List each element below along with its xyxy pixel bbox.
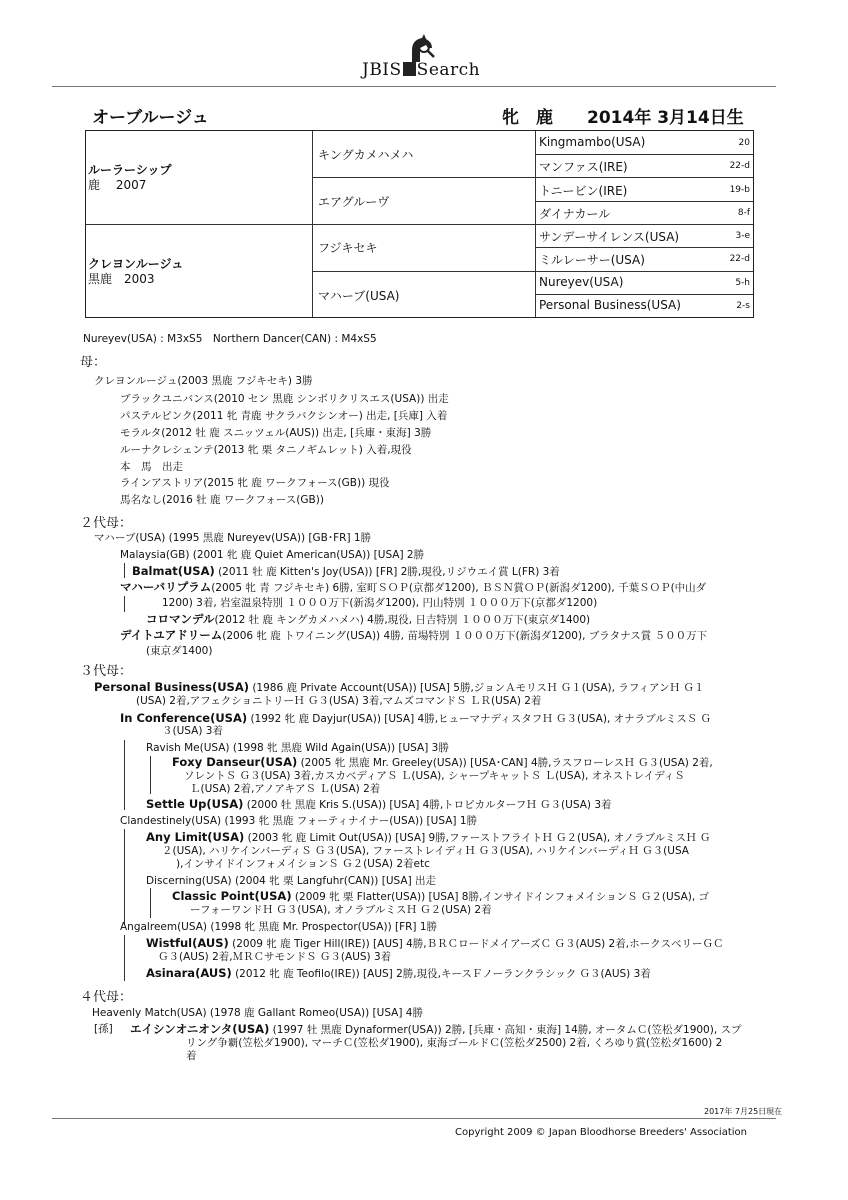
line-bracket xyxy=(124,829,125,924)
logo-text-left: JBIS xyxy=(362,60,402,80)
record-cont: リング争覇(笠松ダ1900), マーチＣ(笠松ダ1900), 東海ゴールドＣ(笠松ダ2500) 2着, くろゆり賞(笠松ダ1600) 2 xyxy=(186,1037,723,1049)
gen3-ancestor: サンデーサイレンス(USA) xyxy=(539,230,680,244)
gen2-ancestor: エアグルーヴ xyxy=(318,195,390,209)
gen3-ancestor: Nureyev(USA) xyxy=(539,275,624,289)
pedigree-table xyxy=(85,130,754,318)
foal-record: ルーナクレシェンテ(2013 牝 栗 タニノギムレット) 入着,現役 xyxy=(120,444,412,456)
line-bracket xyxy=(150,756,151,794)
family-record: In Conference(USA) (1992 牝 鹿 Dayjur(USA)) [USA] 4勝,ヒューマナディスタフＨ Ｇ３(USA), オナラブルミスＳ Ｇ xyxy=(120,711,712,725)
foal-record: 本 馬 出走 xyxy=(120,461,183,473)
section-heading-dam: 母： xyxy=(80,355,107,370)
gen3-ancestor: Personal Business(USA) xyxy=(539,298,681,312)
sire-name: ルーラーシップ xyxy=(88,163,172,177)
line-bracket xyxy=(124,935,125,981)
gen2-ancestor: マハーブ(USA) xyxy=(318,289,400,303)
gen2-ancestor: フジキセキ xyxy=(318,241,378,255)
footer-divider xyxy=(52,1118,776,1119)
record-cont: 着 xyxy=(186,1050,197,1062)
foal-record: モラルタ(2012 牡 鹿 スニッツェル(AUS)) 出走, [兵庫・東海] 3勝 xyxy=(120,427,432,439)
gen3-ancestor: マンファス(IRE) xyxy=(539,160,628,174)
line-bracket xyxy=(150,888,151,918)
gen3-ancestor: Kingmambo(USA) xyxy=(539,135,646,149)
dam-name: クレヨンルージュ xyxy=(88,257,184,271)
foal-record: ブラックユニバンス(2010 セン 黒鹿 シンボリクリスエス(USA)) 出走 xyxy=(120,393,449,405)
record-cont: ２(USA), ハリケインバーディＳ Ｇ３(USA), ファーストレイディＨ Ｇ３(USA), ハリケインバーディＨ Ｇ３(USA xyxy=(162,845,689,857)
family-record: デイトユアドリーム(2006 牝 鹿 トワイニング(USA)) 4勝, 苗場特別 １０００万下(新潟ダ1200), ブラタナス賞 ５００万下 xyxy=(120,628,708,642)
record-cont: Ｇ３(AUS) 2着,ＭＲＣサモンドＳ Ｇ３(AUS) 3着 xyxy=(158,951,392,963)
dam-record: クレヨンルージュ(2003 黒鹿 フジキセキ) 3勝 xyxy=(94,375,313,387)
family-record: Foxy Danseur(USA) (2005 牝 黒鹿 Mr. Greeley(USA)) [USA･CAN] 4勝,ラスフローレスＨ Ｇ３(USA) 2着, xyxy=(172,755,713,769)
family-record: Balmat(USA) (2011 牡 鹿 Kitten's Joy(USA)) [FR] 2勝,現役,リジウエイ賞 L(FR) 3着 xyxy=(132,564,560,578)
family-record: Asinara(AUS) (2012 牝 鹿 Teofilo(IRE)) [AUS] 2勝,現役,キースＦノーランクラシック Ｇ３(AUS) 3着 xyxy=(146,966,651,980)
line-bracket xyxy=(124,596,125,612)
gen3-ancestor: ダイナカール xyxy=(539,207,611,221)
horse-info: 牝 鹿 2014年 3月14日生 xyxy=(502,108,744,128)
dam-info: 黒鹿 2003 xyxy=(88,272,155,286)
gen3-ancestor: ミルレーサー(USA) xyxy=(539,253,645,267)
foal-record: パステルピンク(2011 牝 青鹿 サクラバクシンオー) 出走, [兵庫] 入着 xyxy=(120,410,448,422)
sire-info: 鹿 2007 xyxy=(88,178,147,192)
fourth-dam-record: Heavenly Match(USA) (1978 鹿 Gallant Romeo(USA)) [USA] 4勝 xyxy=(92,1007,423,1019)
record-cont: ３(USA) 3着 xyxy=(162,725,223,737)
gen2-ancestor: キングカメハメハ xyxy=(318,148,414,162)
family-record-cont: (東京ダ1400) xyxy=(146,645,213,657)
as-of-date: 2017年 7月25日現在 xyxy=(704,1107,783,1116)
family-record: Discerning(USA) (2004 牝 栗 Langfuhr(CAN)) [USA] 出走 xyxy=(146,875,437,887)
family-code: 19-b xyxy=(729,185,750,195)
family-record-cont: 1200) 3着, 岩室温泉特別 １０００万下(新潟ダ1200), 円山特別 １０００万下(京都ダ1200) xyxy=(162,597,598,609)
logo-block xyxy=(403,62,416,76)
family-code: 5-h xyxy=(735,278,750,288)
family-record: Ravish Me(USA) (1998 牝 黒鹿 Wild Again(USA)) [USA] 3勝 xyxy=(146,742,449,754)
family-record: マハーバリプラム(2005 牝 青 フジキセキ) 6勝, 室町ＳＯＰ(京都ダ1200), ＢＳＮ賞ＯＰ(新潟ダ1200), 千葉ＳＯＰ(中山ダ xyxy=(120,580,707,594)
family-code: 22-d xyxy=(729,254,750,264)
record-cont: ),インサイドインフォメイションＳ Ｇ２(USA) 2着etc xyxy=(176,858,430,870)
copyright: Copyright 2009 © Japan Bloodhorse Breeders' Association xyxy=(455,1127,747,1138)
line-bracket xyxy=(124,740,125,810)
record-cont: Ｌ(USA) 2着,アノアキアＳ Ｌ(USA) 2着 xyxy=(190,783,381,795)
record-cont: ソレントＳ Ｇ３(USA) 3着,カスカベディアＳ Ｌ(USA), シャープキャットＳ Ｌ(USA), オネストレイディＳ xyxy=(184,770,685,782)
family-code: 3-e xyxy=(735,231,750,241)
section-heading-2nd-dam: ２代母： xyxy=(80,516,133,531)
family-code: 2-s xyxy=(736,301,750,311)
family-record: Any Limit(USA) (2003 牝 鹿 Limit Out(USA)) [USA] 9勝,ファーストフライトＨ Ｇ２(USA), オノラブルミスＨ Ｇ xyxy=(146,830,711,844)
inbreeding-note: Nureyev(USA) : M3xS5 Northern Dancer(CAN) : M4xS5 xyxy=(83,333,377,345)
son-tag: [孫] xyxy=(94,1023,113,1035)
foal-record: ラインアストリア(2015 牝 鹿 ワークフォース(GB)) 現役 xyxy=(120,477,390,489)
jbis-search-logo xyxy=(362,34,492,82)
family-record: Angalreem(USA) (1998 牝 黒鹿 Mr. Prospector(USA)) [FR] 1勝 xyxy=(120,921,438,933)
record-cont: (USA) 2着,アフェクショニトリーＨ Ｇ３(USA) 3着,マムズコマンドＳ ＬＲ(USA) 2着 xyxy=(136,695,542,707)
header-divider xyxy=(52,86,776,87)
family-record: Settle Up(USA) (2000 牡 黒鹿 Kris S.(USA)) [USA] 4勝,トロピカルターフＨ Ｇ３(USA) 3着 xyxy=(146,797,612,811)
foal-record: 馬名なし(2016 牡 鹿 ワークフォース(GB)) xyxy=(120,494,324,506)
logo-text-right: Search xyxy=(416,60,481,80)
family-record: エイシンオニオンタ(USA) (1997 牡 黒鹿 Dynaformer(USA)) 2勝, [兵庫・高知・東海] 14勝, オータムＣ(笠松ダ1900), スプ xyxy=(130,1022,742,1036)
line-bracket xyxy=(124,563,125,578)
third-dam-record: Personal Business(USA) (1986 鹿 Private Account(USA)) [USA] 5勝,ジョンＡモリスＨ Ｇ１(USA), ラフィアンＨ Ｇ１ xyxy=(94,680,705,694)
family-record: Malaysia(GB) (2001 牝 鹿 Quiet American(USA)) [USA] 2勝 xyxy=(120,549,425,561)
second-dam-record: マハーブ(USA) (1995 黒鹿 Nureyev(USA)) [GB･FR] 1勝 xyxy=(94,532,372,544)
family-record: コロマンデル(2012 牡 鹿 キングカメハメハ) 4勝,現役, 日吉特別 １０００万下(東京ダ1400) xyxy=(146,612,591,626)
horse-name: オーブルージュ xyxy=(92,108,209,128)
family-code: 8-f xyxy=(737,208,750,218)
section-heading-3rd-dam: ３代母： xyxy=(80,664,133,679)
family-record: Classic Point(USA) (2009 牝 栗 Flatter(USA)) [USA] 8勝,インサイドインフォメイションＳ Ｇ２(USA), ゴ xyxy=(172,889,710,903)
family-record: Clandestinely(USA) (1993 牝 黒鹿 フォーティナイナー(USA)) [USA] 1勝 xyxy=(120,815,477,827)
family-record: Wistful(AUS) (2009 牝 鹿 Tiger Hill(IRE)) [AUS] 4勝,ＢＲＣロードメイアーズＣ Ｇ３(AUS) 2着,ホークスベリーＧＣ xyxy=(146,936,724,950)
record-cont: ーフォーワンドＨ Ｇ３(USA), オノラブルミスＨ Ｇ２(USA) 2着 xyxy=(190,904,492,916)
section-heading-4th-dam: ４代母： xyxy=(80,990,133,1005)
family-code: 22-d xyxy=(729,161,750,171)
family-code: 20 xyxy=(738,138,750,148)
gen3-ancestor: トニービン(IRE) xyxy=(539,184,628,198)
